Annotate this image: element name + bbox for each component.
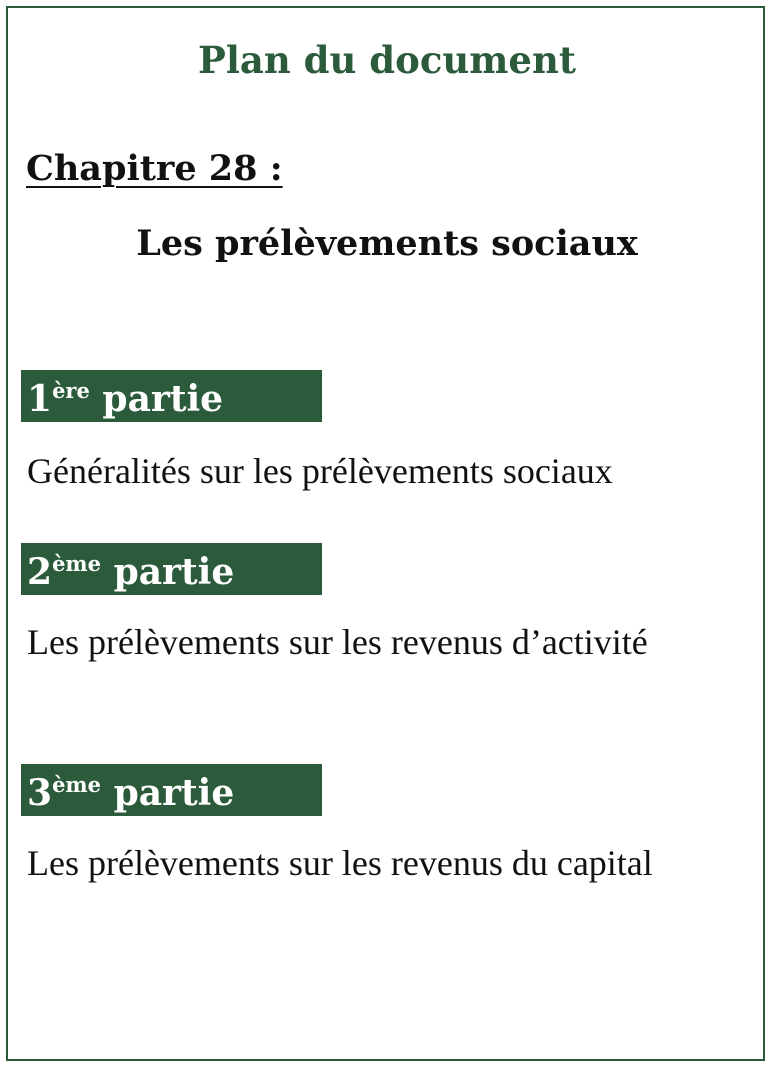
part-2-number: 2 [27, 551, 53, 593]
part-3-description: Les prélèvements sur les revenus du capital [27, 843, 653, 883]
part-1-word: partie [102, 378, 224, 420]
chapter-title: Les prélèvements sociaux [136, 223, 638, 264]
chapter-label: Chapitre 28 : [26, 148, 283, 189]
part-3-number: 3 [27, 772, 53, 814]
part-2-suffix: ème [52, 551, 102, 576]
part-1-description: Généralités sur les prélèvements sociaux [27, 451, 613, 491]
part-1-banner [21, 370, 322, 422]
part-3-banner [21, 764, 322, 816]
part-1-suffix: ère [52, 378, 90, 403]
plan-title: Plan du document [198, 38, 576, 82]
part-2-word: partie [113, 551, 235, 593]
part-1-number: 1 [27, 378, 53, 420]
part-2-description: Les prélèvements sur les revenus d’activité [27, 622, 648, 662]
part-3-word: partie [113, 772, 235, 814]
part-3-suffix: ème [52, 772, 102, 797]
part-2-banner [21, 543, 322, 595]
